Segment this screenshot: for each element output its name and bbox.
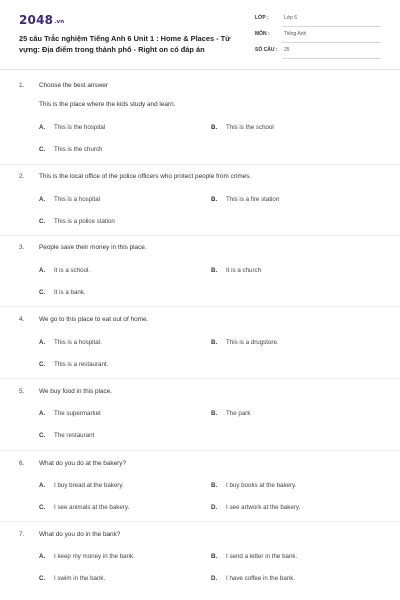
option-text: I have coffee in the bank. — [226, 575, 296, 582]
option-letter: B. — [211, 196, 218, 203]
option-text: I see animals at the bakery. — [54, 504, 130, 511]
document-title: 25 câu Trắc nghiệm Tiếng Anh 6 Unit 1 : Home & Places - Từ vựng: Địa điểm trong thành phố - Right on có đáp án — [19, 34, 231, 54]
meta-subject-label: MÔN : — [255, 31, 270, 37]
option-text: I swim in the bank. — [54, 575, 106, 582]
site-logo[interactable] — [19, 13, 64, 27]
meta-underline — [282, 42, 381, 43]
option-letter: C. — [39, 432, 46, 439]
option-letter: B. — [211, 267, 218, 274]
option-letter: C. — [39, 289, 46, 296]
question-number: 7. — [19, 531, 25, 538]
question-divider — [0, 235, 400, 236]
option-text: This is a drugstore. — [226, 339, 279, 346]
question-text: What do you do at the bakery? — [39, 460, 127, 467]
meta-grade-value: Lớp 6 — [284, 15, 298, 21]
question-text: We buy food in this place. — [39, 388, 113, 395]
question-divider — [0, 521, 400, 522]
option-text: This is the school — [226, 124, 274, 131]
option-text: I send a letter in the bank. — [226, 553, 298, 560]
option-c[interactable] — [39, 432, 94, 439]
option-letter: B. — [211, 124, 218, 131]
option-letter: C. — [39, 504, 46, 511]
option-text: This is a hospital. — [54, 339, 102, 346]
question-text: People save their money in this place. — [39, 244, 147, 251]
option-letter: B. — [211, 482, 218, 489]
question-text: This is the local office of the police officers who protect people from crimes. — [39, 173, 252, 180]
option-d[interactable] — [211, 575, 295, 582]
option-letter: C. — [39, 575, 46, 582]
option-b[interactable] — [211, 267, 261, 274]
option-a[interactable] — [39, 196, 100, 203]
option-letter: A. — [39, 482, 46, 489]
meta-underline — [282, 58, 381, 59]
option-a[interactable] — [39, 124, 105, 131]
option-c[interactable] — [39, 361, 108, 368]
option-text: I keep my money in the bank. — [54, 553, 135, 560]
meta-grade — [255, 13, 381, 27]
question-number: 4. — [19, 316, 25, 323]
option-c[interactable] — [39, 575, 105, 582]
option-c[interactable] — [39, 146, 103, 153]
option-text: This is the hospital — [54, 124, 106, 131]
option-letter: B. — [211, 410, 218, 417]
question-divider — [0, 306, 400, 307]
meta-grade-label: LỚP : — [255, 15, 269, 21]
option-text: It is a school. — [54, 267, 91, 274]
question-number: 6. — [19, 460, 25, 467]
option-a[interactable] — [39, 410, 101, 417]
question-text: Choose the best answer — [39, 82, 108, 89]
option-b[interactable] — [211, 196, 279, 203]
option-text: This is a fire station — [226, 196, 280, 203]
logo-text: 2048 — [19, 13, 54, 27]
option-letter: D. — [211, 575, 218, 582]
option-letter: A. — [39, 267, 46, 274]
option-letter: D. — [211, 504, 218, 511]
question-divider — [0, 378, 400, 379]
question-number: 3. — [19, 244, 25, 251]
option-letter: A. — [39, 553, 46, 560]
option-a[interactable] — [39, 267, 90, 274]
option-a[interactable] — [39, 482, 124, 489]
question-number: 5. — [19, 388, 25, 395]
option-letter: B. — [211, 339, 218, 346]
page-header — [0, 0, 400, 68]
option-text: This is a restaurant. — [54, 361, 109, 368]
option-text: This is the church — [54, 146, 103, 153]
logo-suffix: .vn — [54, 19, 65, 25]
option-text: It is a bank. — [54, 289, 86, 296]
meta-subject — [255, 29, 381, 43]
question-number: 2. — [19, 173, 25, 180]
meta-count-label: SỐ CÂU : — [255, 47, 278, 53]
question-subtext: This is the place where the kids study and learn. — [39, 101, 176, 108]
option-d[interactable] — [211, 504, 300, 511]
option-c[interactable] — [39, 504, 129, 511]
option-b[interactable] — [211, 410, 250, 417]
option-text: The restaurant — [54, 432, 95, 439]
question-number: 1. — [19, 82, 25, 89]
option-text: This is a hospital — [54, 196, 101, 203]
option-text: It is a church — [226, 267, 262, 274]
option-letter: C. — [39, 361, 46, 368]
header-divider — [0, 69, 400, 70]
question-text: What do you do in the bank? — [39, 531, 121, 538]
option-b[interactable] — [211, 482, 296, 489]
option-letter: B. — [211, 553, 218, 560]
option-text: The park — [226, 410, 251, 417]
option-letter: A. — [39, 339, 46, 346]
option-letter: A. — [39, 124, 46, 131]
meta-subject-value: Tiếng Anh — [284, 31, 307, 37]
option-a[interactable] — [39, 339, 102, 346]
option-b[interactable] — [211, 339, 279, 346]
option-c[interactable] — [39, 218, 115, 225]
option-text: The supermarket — [54, 410, 101, 417]
option-a[interactable] — [39, 553, 135, 560]
option-letter: C. — [39, 218, 46, 225]
option-text: I buy books at the bakery. — [226, 482, 297, 489]
option-letter: C. — [39, 146, 46, 153]
option-text: I buy bread at the bakery. — [54, 482, 124, 489]
option-c[interactable] — [39, 289, 86, 296]
option-letter: A. — [39, 196, 46, 203]
option-text: I see artwork at the bakery. — [226, 504, 301, 511]
option-b[interactable] — [211, 124, 274, 131]
option-letter: A. — [39, 410, 46, 417]
question-divider — [0, 164, 400, 165]
meta-count — [255, 45, 381, 59]
option-b[interactable] — [211, 553, 297, 560]
question-divider — [0, 450, 400, 451]
option-text: This is a police station — [54, 218, 115, 225]
meta-count-value: 25 — [284, 47, 290, 53]
meta-underline — [282, 26, 381, 27]
question-text: We go to this place to eat out of home. — [39, 316, 149, 323]
